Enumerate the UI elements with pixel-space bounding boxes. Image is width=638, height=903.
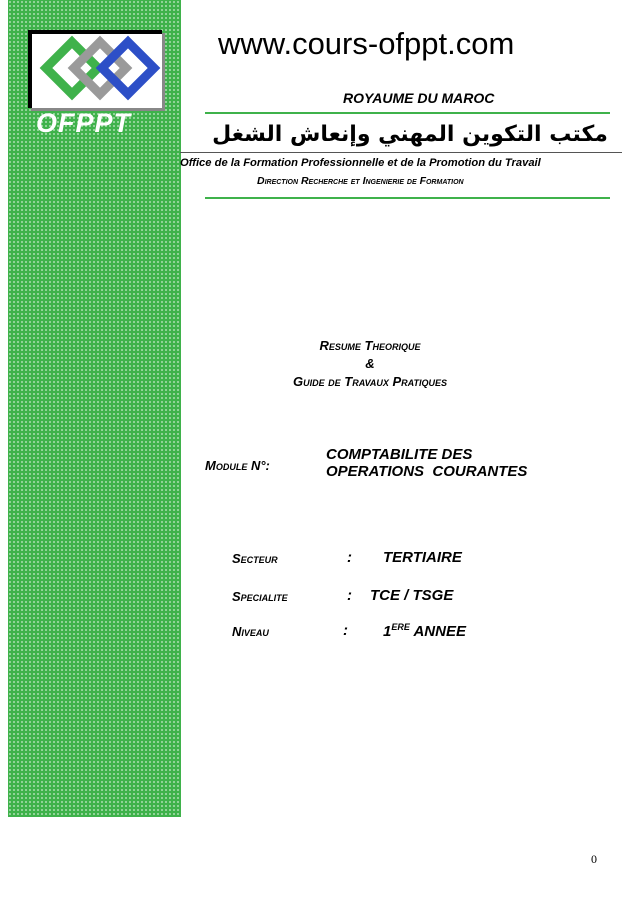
field-value-specialite: TCE / TSGE [370, 587, 454, 604]
document-title [180, 337, 560, 391]
field-label-secteur: Secteur [232, 551, 278, 566]
module-name-line-2: OPERATIONS COURANTES [326, 463, 528, 480]
country-name: ROYAUME DU MAROC [343, 90, 495, 106]
niveau-rest: ANNEE [409, 623, 466, 640]
field-colon-secteur: : [347, 549, 352, 566]
site-url: www.cours-ofppt.com [218, 26, 515, 61]
niveau-number: 1 [383, 623, 392, 640]
title-line-3: Guide de Travaux Pratiques [292, 374, 448, 389]
interlocked-diamonds-icon [32, 34, 162, 108]
module-name-line-1: COMPTABILITE DES [326, 446, 473, 463]
field-value-secteur: TERTIAIRE [383, 549, 462, 566]
office-name: Office de la Formation Professionnelle et de la Promotion du Travail [180, 157, 541, 169]
field-label-specialite: Specialite [232, 589, 288, 604]
module-name [326, 446, 527, 480]
green-divider-bottom [205, 197, 610, 199]
divider-thin [180, 152, 622, 153]
direction-name: Direction Recherche et Ingenierie de Formation [257, 175, 464, 187]
ofppt-logo [28, 30, 162, 108]
module-label: Module N°: [205, 458, 270, 473]
field-colon-niveau: : [343, 622, 348, 639]
field-colon-specialite: : [347, 587, 352, 604]
title-line-2: & [365, 356, 375, 371]
field-label-niveau: Niveau [232, 624, 269, 639]
field-value-niveau [383, 622, 466, 640]
ofppt-brand: OFPPT [36, 108, 132, 138]
page-number: 0 [591, 852, 597, 866]
niveau-superscript: ERE [391, 622, 410, 632]
title-line-1: Resume Theorique [319, 338, 421, 353]
arabic-title: مكتب التكوين المهني وإنعاش الشغل [212, 122, 608, 147]
green-divider-top [205, 112, 610, 114]
